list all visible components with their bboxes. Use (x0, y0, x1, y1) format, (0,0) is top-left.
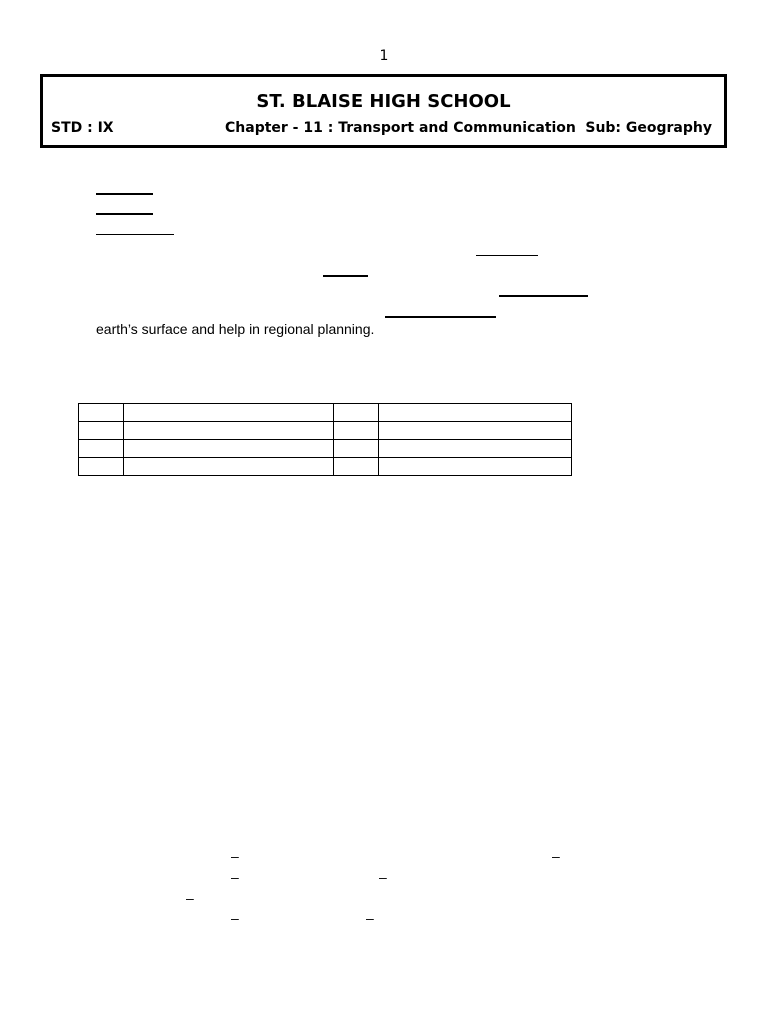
table-cell (124, 422, 334, 440)
table-cell (334, 440, 379, 458)
table-cell (334, 404, 379, 422)
table-cell (79, 404, 124, 422)
dash-mark: – (366, 910, 374, 926)
standard-label: STD : IX (51, 120, 114, 136)
chapter-title: Chapter - 11 : Transport and Communication (225, 120, 576, 136)
table-cell (379, 440, 572, 458)
table-cell (79, 422, 124, 440)
table-cell (379, 404, 572, 422)
table-cell (334, 422, 379, 440)
underline-blank (96, 213, 153, 215)
table-cell (124, 458, 334, 476)
body-text-line: earth’s surface and help in regional planning. (96, 321, 375, 337)
dash-mark: – (186, 890, 194, 906)
underline-blank (476, 255, 538, 256)
table-cell (124, 404, 334, 422)
underline-blank (96, 234, 174, 235)
underline-blank (385, 316, 496, 318)
underline-blank (499, 295, 588, 297)
table-cell (379, 422, 572, 440)
blank-table (78, 403, 572, 476)
table-row (79, 440, 572, 458)
table-cell (334, 458, 379, 476)
table-row (79, 458, 572, 476)
dash-mark: – (379, 869, 387, 885)
underline-blank (96, 193, 153, 195)
dash-mark: – (231, 848, 239, 864)
table-row (79, 422, 572, 440)
dash-mark: – (231, 910, 239, 926)
school-name: ST. BLAISE HIGH SCHOOL (256, 91, 511, 112)
underline-blank (323, 275, 368, 277)
dash-mark: – (552, 848, 560, 864)
table-cell (79, 458, 124, 476)
table-row (79, 404, 572, 422)
document-header (40, 74, 727, 148)
table-cell (79, 440, 124, 458)
table-cell (124, 440, 334, 458)
subject-label: Sub: Geography (585, 120, 712, 136)
table-cell (379, 458, 572, 476)
dash-mark: – (231, 869, 239, 885)
page-number: 1 (379, 48, 389, 64)
